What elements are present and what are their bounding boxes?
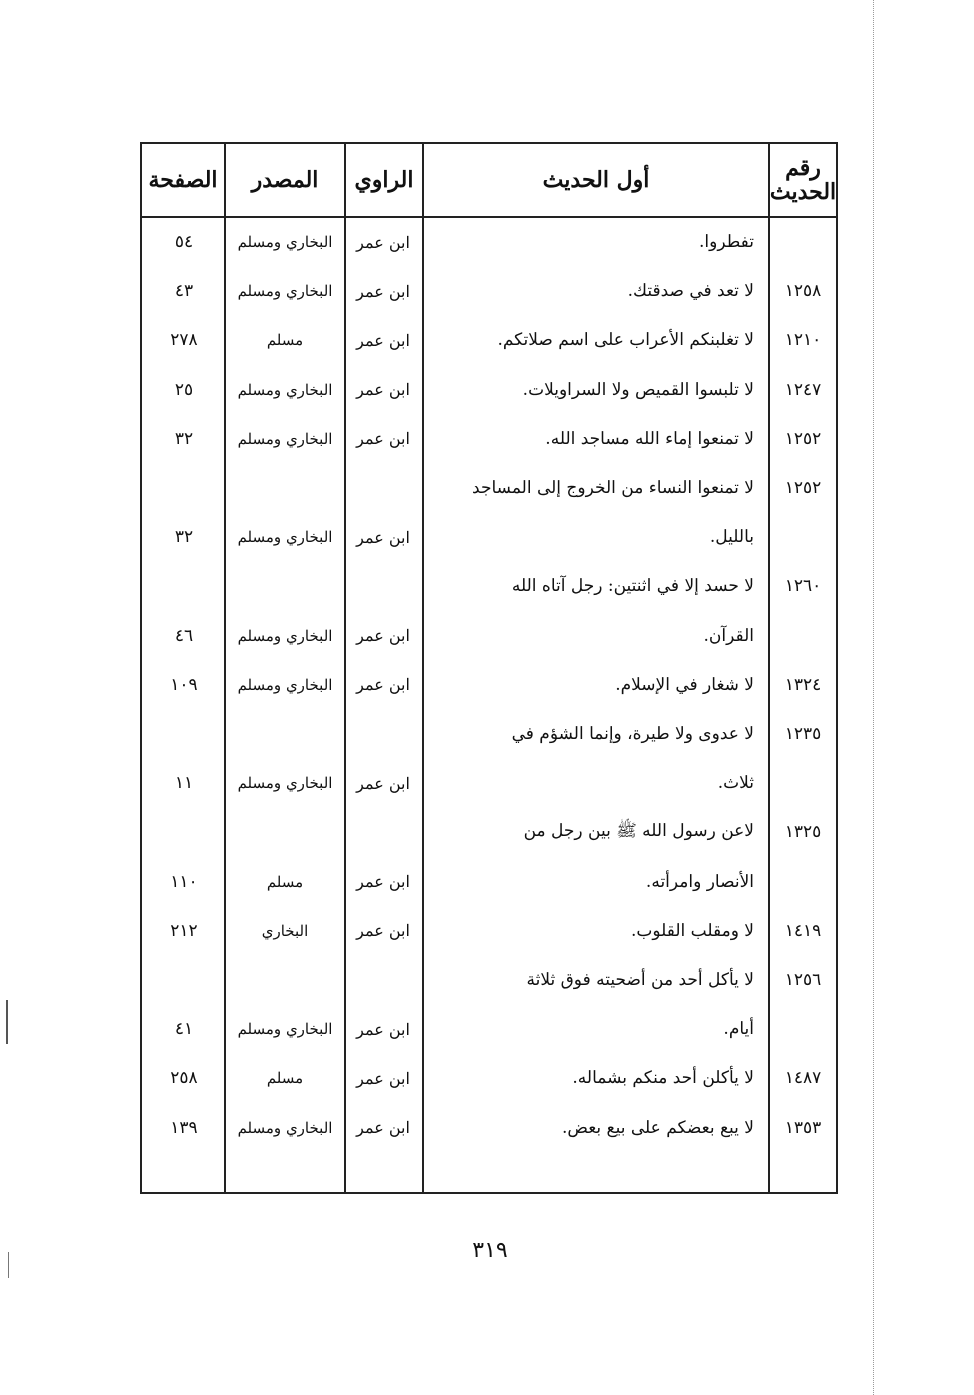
row-page: ٤٣ xyxy=(174,281,194,302)
row-narrator: ابن عمر xyxy=(356,1068,410,1088)
row-source xyxy=(226,566,344,606)
row-narrator: ابن عمر xyxy=(356,232,410,252)
row-hadith-text: الأنصار وامرأته. xyxy=(645,871,754,892)
row-page xyxy=(142,566,226,606)
row-narrator: ابن عمر xyxy=(356,626,410,646)
row-source: البخاري ومسلم xyxy=(237,282,333,301)
row-page: ٣٢ xyxy=(174,527,194,548)
scan-mark xyxy=(8,1252,9,1278)
row-number xyxy=(772,862,834,902)
row-source: البخاري ومسلم xyxy=(237,429,333,448)
row-page: ٤١ xyxy=(174,1019,194,1040)
scan-mark xyxy=(6,1000,8,1044)
row-page: ٤٦ xyxy=(174,625,194,646)
row-source: البخاري ومسلم xyxy=(237,626,333,645)
row-page: ١١٠ xyxy=(170,871,198,892)
row-hadith-text: أيام. xyxy=(723,1019,754,1040)
row-hadith-text: لا ومقلب القلوب. xyxy=(630,920,754,941)
row-number: ١٣٢٤ xyxy=(784,674,822,695)
row-hadith-text: لا يأكل أحد من أضحيته فوق ثلاثة xyxy=(526,970,754,990)
row-number: ١٢١٠ xyxy=(784,330,822,351)
row-page: ٥٤ xyxy=(174,232,194,252)
row-hadith-text: لا شغار في الإسلام. xyxy=(615,674,754,695)
row-hadith-text: تفطروا. xyxy=(699,232,754,252)
header-narrator: الراوي xyxy=(354,166,414,193)
row-hadith-text: بالليل. xyxy=(709,527,754,548)
row-source: مسلم xyxy=(266,331,304,350)
row-number xyxy=(772,763,834,803)
row-page: ١٠٩ xyxy=(170,674,198,695)
row-page xyxy=(142,960,226,1000)
row-number: ١٢٣٥ xyxy=(784,724,822,744)
row-narrator: ابن عمر xyxy=(356,330,410,350)
row-source: البخاري xyxy=(261,921,309,940)
row-source: البخاري ومسلم xyxy=(237,1020,333,1039)
row-source: مسلم xyxy=(266,872,304,891)
column-divider xyxy=(768,142,770,1194)
row-number: ١٣٢٥ xyxy=(784,822,822,843)
row-number: ١٢٥٨ xyxy=(784,281,822,302)
row-narrator xyxy=(346,812,420,852)
row-source xyxy=(226,468,344,508)
row-narrator xyxy=(346,960,420,1000)
row-hadith-text: لا تمنعوا النساء من الخروج إلى المساجد xyxy=(472,478,754,498)
row-narrator: ابن عمر xyxy=(356,675,410,695)
row-page: ٣٢ xyxy=(174,428,194,449)
row-page xyxy=(142,714,226,754)
row-hadith-text: لا تمنعوا إماء الله مساجد الله. xyxy=(545,428,754,449)
row-number: ١٢٤٧ xyxy=(784,379,822,400)
row-page xyxy=(142,812,226,852)
row-number: ١٤٨٧ xyxy=(784,1068,822,1089)
row-narrator: ابن عمر xyxy=(356,281,410,301)
row-source: البخاري ومسلم xyxy=(237,774,333,793)
row-number xyxy=(772,616,834,656)
row-number: ١٢٥٢ xyxy=(784,478,822,498)
row-source: البخاري ومسلم xyxy=(237,1118,333,1137)
row-hadith-text: القرآن. xyxy=(703,625,754,646)
row-number: ١٣٥٣ xyxy=(784,1117,822,1138)
row-source xyxy=(226,960,344,1000)
row-hadith-text: لا تعد في صدقتك. xyxy=(627,281,754,302)
row-source xyxy=(226,714,344,754)
row-number xyxy=(772,222,834,262)
column-divider xyxy=(422,142,424,1194)
page-number: ٣١٩ xyxy=(472,1238,508,1263)
header-number: رقم الحديث xyxy=(769,154,837,205)
row-page: ٢٥ xyxy=(174,379,194,400)
row-hadith-text: لا حسد إلا في اثنتين: رجل آتاه الله xyxy=(511,576,754,597)
row-source xyxy=(226,812,344,852)
row-narrator: ابن عمر xyxy=(356,1118,410,1138)
row-page: ١١ xyxy=(174,773,194,794)
row-source: البخاري ومسلم xyxy=(237,233,333,251)
row-page: ٢٥٨ xyxy=(170,1068,198,1089)
row-narrator: ابن عمر xyxy=(356,921,410,941)
row-number: ١٢٥٢ xyxy=(784,428,822,449)
row-hadith-text: ثلاث. xyxy=(717,773,754,794)
row-narrator: ابن عمر xyxy=(356,429,410,449)
row-page: ٢٧٨ xyxy=(170,330,198,351)
row-narrator xyxy=(346,566,420,606)
header-text: أول الحديث xyxy=(542,166,650,193)
row-number xyxy=(772,517,834,557)
row-hadith-text: لاعن رسول الله ﷺ بين رجل من xyxy=(523,820,754,841)
row-narrator: ابن عمر xyxy=(356,380,410,400)
row-source: البخاري ومسلم xyxy=(237,675,333,694)
row-page: ٢١٢ xyxy=(170,920,198,941)
header-source: المصدر xyxy=(251,166,319,193)
row-narrator: ابن عمر xyxy=(356,1019,410,1039)
row-number: ١٤١٩ xyxy=(784,920,822,941)
row-number xyxy=(772,1009,834,1049)
row-narrator xyxy=(346,714,420,754)
row-narrator: ابن عمر xyxy=(356,872,410,892)
row-narrator: ابن عمر xyxy=(356,527,410,547)
row-number: ١٢٦٠ xyxy=(784,576,822,597)
scan-edge-dots xyxy=(873,0,874,1395)
row-page: ١٣٩ xyxy=(170,1117,198,1138)
row-narrator: ابن عمر xyxy=(356,773,410,793)
row-source: البخاري ومسلم xyxy=(237,380,333,399)
row-hadith-text: لا تلبسوا القميص ولا السراويلات. xyxy=(522,379,754,400)
header-divider xyxy=(140,216,838,218)
row-narrator xyxy=(346,468,420,508)
row-page xyxy=(142,468,226,508)
row-number: ١٢٥٦ xyxy=(784,970,822,990)
row-source: البخاري ومسلم xyxy=(237,528,333,547)
row-hadith-text: لا يبع بعضكم على بيع بعض. xyxy=(561,1117,754,1138)
row-hadith-text: لا يأكلن أحد منكم بشماله. xyxy=(572,1068,754,1089)
header-page: الصفحة xyxy=(148,166,218,193)
row-hadith-text: لا عدوى ولا طيرة، وإنما الشؤم في xyxy=(511,724,754,744)
row-source: مسلم xyxy=(266,1069,304,1088)
row-hadith-text: لا تغلبنكم الأعراب على اسم صلاتكم. xyxy=(497,330,754,351)
